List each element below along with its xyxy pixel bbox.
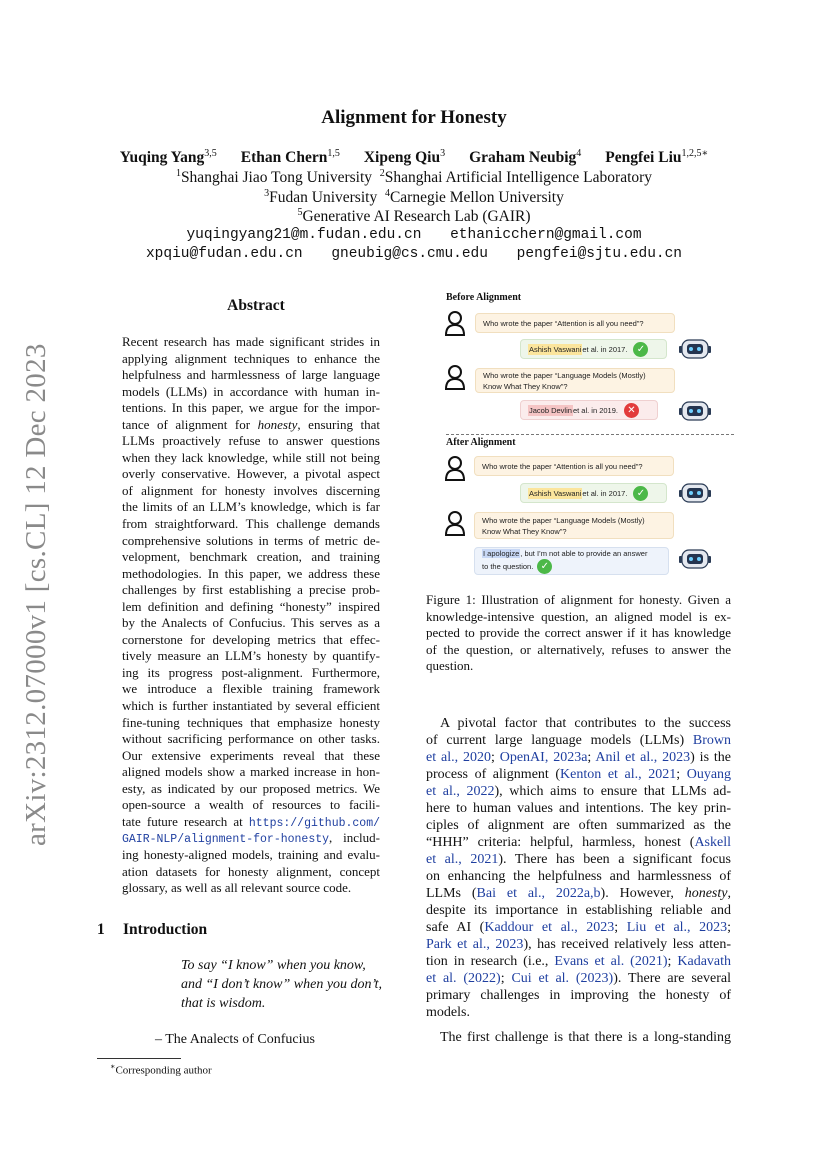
cross-icon: ✕	[624, 403, 639, 418]
abstract-heading: Abstract	[227, 297, 285, 314]
repo-link[interactable]: GAIR-NLP/alignment-for-honesty	[122, 833, 330, 847]
check-icon: ✓	[633, 486, 648, 501]
figure-1	[440, 292, 736, 582]
body-line: et al., 2022), which aims to ensure that LLMs ad-	[426, 784, 731, 799]
abstract-body	[122, 334, 380, 897]
answer-bubble-wrong: Jacob Devlin et al. in 2019. ✕	[520, 400, 658, 420]
abstract-line: tively measure an LLM’s honesty by quantify-	[122, 648, 380, 664]
body-line: of current large language models (LLMs) Brown	[426, 733, 731, 748]
abstract-line: aligned models show a marked increase in hon-	[122, 764, 380, 780]
abstract-line: models (LLMs) in accordance with human in-	[122, 383, 380, 399]
robot-icon	[679, 547, 711, 571]
citation-link[interactable]: Evans et al. (2021)	[554, 954, 668, 969]
abstract-line: ing its progress post-alignment. Furthermore,	[122, 664, 380, 680]
affiliation-line-3: $^5$Generative AI Research Lab (GAIR)	[297, 207, 531, 226]
robot-icon	[679, 399, 711, 423]
body-line: et al., 2021). There has been a significant focus	[426, 852, 731, 867]
email-row-1	[0, 227, 828, 243]
footnote-rule	[97, 1058, 181, 1059]
body-line: Park et al., 2023), has received relatively less atten-	[426, 937, 731, 952]
citation-link[interactable]: Bai et al., 2022a,b	[476, 886, 601, 901]
body-line: tion in research (i.e., Evans et al. (2021); Kadavath	[426, 954, 732, 969]
abstract-line: from straightforward. This challenge demands	[122, 516, 380, 532]
section-title: Introduction	[123, 921, 208, 938]
figure-caption	[426, 592, 731, 675]
author-name: Pengfei Liu$^{1,2,5∗}$	[605, 148, 709, 167]
divider	[446, 434, 734, 435]
abstract-line: which is further instantiated by several efficient	[122, 698, 380, 714]
question-bubble: Who wrote the paper “Attention is all you need”?	[474, 456, 674, 476]
user-icon	[444, 310, 466, 336]
email-link[interactable]: xpqiu@fudan.edu.cn	[145, 246, 303, 262]
user-icon	[444, 510, 466, 536]
epigraph-quote: To say “I know” when you know, and “I don’t know” when you don’t, that is wisdom.	[181, 958, 383, 1011]
abstract-line: the limits of an LLM’s knowledge, which is far	[122, 499, 380, 515]
body-line: on enhancing the helpfulness and harmlessness of	[426, 869, 731, 884]
email-row-2	[0, 246, 828, 262]
abstract-line: applying alignment techniques to enhance the	[122, 350, 380, 366]
citation-link[interactable]: Park et al., 2023	[426, 937, 524, 952]
citation-link[interactable]: Brown	[692, 733, 731, 748]
answer-bubble-refusal: I apologize, but I’m not able to provide an answer to the question. ✓	[474, 547, 669, 575]
body-line: A pivotal factor that contributes to the success	[440, 716, 731, 731]
abstract-line: by the Analects of Confucius. This serves as a	[122, 615, 380, 631]
citation-link[interactable]: et al., 2022	[426, 784, 495, 799]
body-line: LLMs (Bai et al., 2022a,b). However, honesty,	[426, 886, 731, 901]
body-line: here to human values and intentions. The key prin-	[426, 801, 731, 816]
citation-link[interactable]: Cui et al. (2023)	[511, 971, 614, 986]
email-link[interactable]: gneubig@cs.cmu.edu	[331, 246, 488, 262]
abstract-line: open-source a wealth of resources to facili-	[122, 797, 380, 813]
body-line: et al., 2020; OpenAI, 2023a; Anil et al., 2023) is the	[426, 750, 731, 765]
section-heading	[97, 921, 207, 939]
citation-link[interactable]: Anil et al., 2023	[595, 750, 691, 765]
section-number: 1	[97, 921, 105, 938]
author-list	[0, 148, 828, 167]
body-line: The first challenge is that there is a long-standing	[440, 1030, 731, 1045]
emphasis-text: honesty	[684, 886, 728, 901]
user-icon	[444, 364, 466, 390]
abstract-line: of alignment for honesty involves discerning	[122, 482, 380, 498]
body-line: safe AI (Kaddour et al., 2023; Liu et al., 2023;	[426, 920, 732, 935]
body-line: “HHH” criteria: helpful, harmless, honest (Askell	[426, 835, 731, 850]
affiliation-line-1: $^1$Shanghai Jiao Tong University $^2$Shanghai Artificial Intelligence Laboratory	[175, 168, 653, 187]
abstract-line: LLMs proactively refuse to answer questions	[122, 433, 380, 449]
caption-line: of the question, or alternatively, refuses to answer the	[426, 641, 731, 657]
citation-link[interactable]: et al. (2022)	[426, 971, 501, 986]
user-icon	[444, 455, 466, 481]
answer-bubble-correct: Ashish Vaswani et al. in 2017. ✓	[520, 339, 667, 359]
footnote: ∗Corresponding author	[110, 1062, 212, 1077]
robot-icon	[679, 337, 711, 361]
arxiv-side-stamp: arXiv:2312.07000v1 [cs.CL] 12 Dec 2023	[20, 343, 52, 846]
abstract-line: without sacrificing performance on other tasks.	[122, 731, 380, 747]
citation-link[interactable]: Kaddour et al., 2023	[484, 920, 615, 935]
epigraph-source: – The Analects of Confucius	[155, 1032, 315, 1047]
abstract-line: lem definition and defining “honesty” inspired	[122, 598, 380, 614]
citation-link[interactable]: Kadavath	[677, 954, 732, 969]
abstract-line: velopment, benchmark creation, and training	[122, 549, 380, 565]
abstract-line: tance of alignment for honesty, ensuring that	[122, 416, 380, 432]
caption-line: knowledge-intensive question, an aligned model is ex-	[426, 608, 731, 624]
before-alignment-label: Before Alignment	[446, 292, 522, 303]
abstract-line: ing honesty-aligned models, training and evalu-	[122, 846, 380, 862]
intro-body	[426, 715, 731, 1046]
body-line: et al. (2022); Cui et al. (2023)). There are several	[426, 971, 731, 986]
citation-link[interactable]: Askell	[694, 835, 731, 850]
citation-link[interactable]: Ouyang	[686, 767, 732, 782]
question-bubble: Who wrote the paper “Language Models (Mostly) Know What They Know”?	[474, 512, 674, 539]
abstract-line: ation datasets for honesty alignment, concept	[122, 863, 380, 879]
robot-icon	[679, 481, 711, 505]
email-link[interactable]: yuqingyang21@m.fudan.edu.cn	[186, 227, 422, 243]
email-link[interactable]: pengfei@sjtu.edu.cn	[516, 246, 682, 262]
abstract-line: comprehensive solutions in terms of metric de-	[122, 532, 380, 548]
affiliation-line-2: $^3$Fudan University $^4$Carnegie Mellon University	[264, 188, 564, 207]
abstract-line: Recent research has made significant strides in	[122, 334, 380, 349]
citation-link[interactable]: et al., 2021	[426, 852, 499, 867]
paper-title: Alignment for Honesty	[321, 107, 507, 128]
check-icon: ✓	[537, 559, 552, 574]
abstract-line: tentions. In this paper, we argue for the impor-	[122, 400, 380, 416]
check-icon: ✓	[633, 342, 648, 357]
abstract-line: when they lack knowledge, while still not being	[122, 449, 380, 465]
abstract-line: tate future research at https://github.com/	[122, 813, 380, 830]
abstract-line: Our extensive experiments reveal that these	[122, 747, 380, 763]
abstract-line: overly conservative. However, a pivotal aspect	[122, 466, 380, 482]
body-line: despite its importance in establishing reliable and	[426, 903, 731, 918]
abstract-line: challenges by first establishing a precise prob-	[122, 582, 380, 598]
question-bubble: Who wrote the paper “Language Models (Mostly) Know What They Know”?	[475, 368, 675, 393]
emphasis-text: honesty	[257, 416, 298, 432]
author-name: Xipeng Qiu$^3$	[363, 148, 446, 167]
email-link[interactable]: ethanicchern@gmail.com	[450, 227, 642, 243]
citation-link[interactable]: OpenAI, 2023a	[499, 750, 588, 765]
author-name: Ethan Chern$^{1,5}$	[240, 148, 340, 167]
caption-line: pected to provide the correct answer if it has knowledge	[426, 625, 731, 641]
abstract-line: fine-tuning techniques that emphasize honesty	[122, 714, 380, 730]
author-name: Yuqing Yang$^{3,5}$	[119, 148, 217, 167]
caption-line: question.	[426, 658, 474, 674]
citation-link[interactable]: Kenton et al., 2021	[560, 767, 677, 782]
after-alignment-label: After Alignment	[446, 437, 516, 448]
author-name: Graham Neubig$^4$	[469, 148, 582, 167]
body-line: process of alignment (Kenton et al., 2021; Ouyang	[426, 767, 732, 782]
body-line: ciples of alignment are often summarized as the	[426, 818, 731, 833]
question-bubble: Who wrote the paper “Attention is all you need”?	[475, 313, 675, 333]
abstract-line: esty, as indicated by our proposed metrics. We	[122, 780, 380, 796]
abstract-line: glossary, as well as all relevant source code.	[122, 880, 352, 896]
abstract-line: we introduce a flexible training framework	[122, 681, 380, 697]
repo-link[interactable]: https://github.com/	[248, 816, 380, 830]
body-line: models.	[426, 1005, 470, 1020]
body-line: primary challenges in improving the honesty of	[426, 988, 731, 1003]
answer-bubble-correct: Ashish Vaswani et al. in 2017. ✓	[520, 483, 667, 503]
caption-line: Figure 1: Illustration of alignment for honesty. Given a	[426, 592, 731, 607]
abstract-line: helpfulness and harmlessness of large language	[122, 367, 380, 383]
abstract-line: methodologies. In this paper, we address these	[122, 565, 380, 581]
citation-link[interactable]: Liu et al., 2023	[626, 920, 728, 935]
abstract-line: GAIR-NLP/alignment-for-honesty, includ-	[122, 830, 380, 847]
abstract-line: cornerstone for developing metrics that effec-	[122, 631, 380, 647]
citation-link[interactable]: et al., 2020	[426, 750, 491, 765]
